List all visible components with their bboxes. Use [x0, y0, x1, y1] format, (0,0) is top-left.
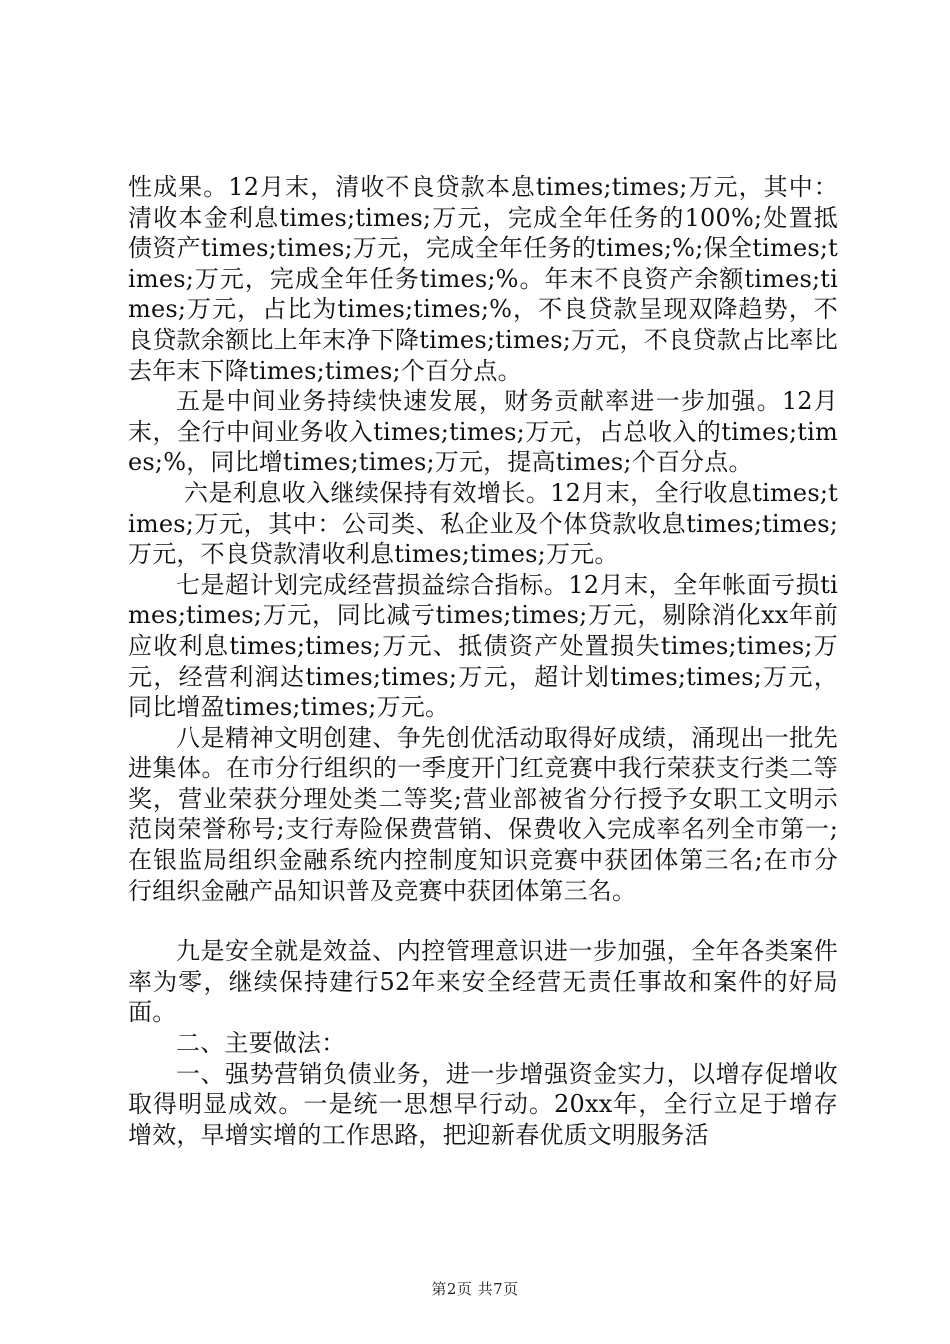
page-footer: [0, 1278, 950, 1299]
paragraph-item-9: 九是安全就是效益、内控管理意识进一步加强，全年各类案件率为零，继续保持建行52年来安全经营无责任事故和案件的好局面。: [128, 937, 838, 1027]
paragraph-item-5: 五是中间业务持续快速发展，财务贡献率进一步加强。12月末，全行中间业务收入times;times;万元，占总收入的times;times;%，同比增times;times;万元，提高times;个百分点。: [128, 387, 838, 477]
document-body: [128, 172, 838, 1150]
paragraph-item-8: 八是精神文明创建、争先创优活动取得好成绩，涌现出一批先进集体。在市分行组织的一季度开门红竞赛中我行荣获支行类二等奖，营业荣获分理处类二等奖;营业部被省分行授予女职工文明示范岗荣誉称号;支行寿险保费营销、保费收入完成率名列全市第一;在银监局组织金融系统内控制度知识竞赛中获团体第三名;在市分行组织金融产品知识普及竞赛中获团体第三名。: [128, 723, 838, 905]
section-heading-main-methods: 二、主要做法：: [176, 1029, 346, 1058]
paragraph-continuation: 性成果。12月末，清收不良贷款本息times;times;万元，其中：清收本金利息times;times;万元，完成全年任务的100%;处置抵债资产times;times;万元，完成全年任务的times;%;保全times;times;万元，完成全年任务times;%。年末不良资产余额times;times;万元，占比为times;times;%，不良贷款呈现双降趋势，不良贷款余额比上年末净下降times;times;万元，不良贷款占比率比去年末下降times;times;个百分点。: [128, 173, 838, 385]
paragraph-method-1: 一、强势营销负债业务，进一步增强资金实力，以增存促增收取得明显成效。一是统一思想早行动。20xx年，全行立足于增存增效，早增实增的工作思路，把迎新春优质文明服务活: [128, 1059, 838, 1149]
paragraph-item-6: 六是利息收入继续保持有效增长。12月末，全行收息times;times;万元，其中：公司类、私企业及个体贷款收息times;times;万元，不良贷款清收利息times;times;万元。: [128, 478, 838, 569]
paragraph-item-7: 七是超计划完成经营损益综合指标。12月末，全年帐面亏损times;times;万元，同比减亏times;times;万元，剔除消化xx年前应收利息times;times;万元、抵债资产处置损失times;times;万元，经营利润达times;times;万元，超计划times;times;万元，同比增盈times;times;万元。: [128, 570, 838, 722]
page-number: 第2页 共7页: [431, 1280, 519, 1298]
